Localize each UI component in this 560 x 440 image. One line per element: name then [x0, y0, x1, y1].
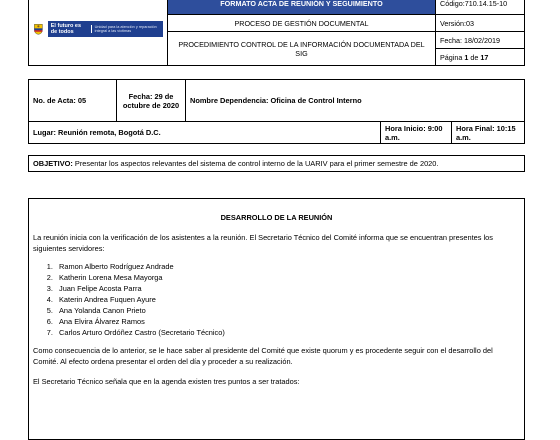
agenda-paragraph: El Secretario Técnico señala que en la agenda existen tres puntos a ser tratados: — [33, 377, 300, 386]
department-name: Nombre Dependencia: Oficina de Control Interno — [186, 80, 525, 122]
end-time: Hora Final: 10:15 a.m. — [452, 122, 525, 144]
meeting-date: Fecha: 29 de octubre de 2020 — [117, 80, 186, 122]
list-item: 2. Katherin Lorena Mesa Mayorga — [55, 272, 520, 283]
list-item: 1. Ramon Alberto Rodríguez Andrade — [55, 261, 520, 272]
list-item: 4. Katerin Andrea Fuquen Ayure — [55, 294, 520, 305]
development-title: DESARROLLO DE LA REUNIÓN — [220, 213, 333, 222]
logo-sub-text: Unidad para la atención y reparación integral a las víctimas — [91, 25, 160, 34]
quorum-paragraph: Como consecuencia de lo anterior, se le hace saber al presidente del Comité que existe quorum y es procedente seguir con el desarrollo del Comité. Al efecto ordena presentar el orden del día y proceder a su realización. — [33, 346, 493, 366]
page-number: Página 1 de 17 — [436, 49, 525, 66]
document-version: Versión:03 — [436, 15, 525, 32]
attendee-list — [33, 261, 520, 338]
objective-box — [28, 155, 525, 172]
document-code: Código:710.14.15-10 — [436, 0, 525, 15]
objective-text: Presentar los aspectos relevantes del sistema de control interno de la UARIV para el primer semestre de 2020. — [72, 159, 439, 168]
list-item: 5. Ana Yolanda Canon Prieto — [55, 305, 520, 316]
form-title: FORMATO ACTA DE REUNIÓN Y SEGUIMIENTO — [168, 0, 436, 15]
development-intro: La reunión inicia con la verificación de los asistentes a la reunión. El Secretario Técnico del Comité informa que se encuentran presentes los siguientes servidores: — [33, 233, 493, 253]
logo-banner — [48, 21, 163, 37]
start-time: Hora Inicio: 9:00 a.m. — [381, 122, 452, 144]
organization-logo — [33, 20, 163, 38]
process-name: PROCESO DE GESTIÓN DOCUMENTAL — [168, 15, 436, 32]
colombia-coat-of-arms-icon — [33, 20, 44, 38]
meeting-info-table — [28, 79, 525, 144]
logo-cell — [29, 0, 168, 66]
acta-number: No. de Acta: 05 — [29, 80, 117, 122]
list-item: 6. Ana Elvira Álvarez Ramos — [55, 316, 520, 327]
meeting-development-box — [28, 198, 525, 440]
logo-main-text: El futuro es de todos — [50, 23, 82, 35]
objective-label: OBJETIVO: — [33, 159, 73, 168]
document-header — [28, 0, 525, 66]
meeting-location: Lugar: Reunión remota, Bogotá D.C. — [29, 122, 381, 144]
list-item: 3. Juan Felipe Acosta Parra — [55, 283, 520, 294]
list-item: 7. Carlos Arturo Ordóñez Castro (Secretario Técnico) — [55, 327, 520, 338]
procedure-name: PROCEDIMIENTO CONTROL DE LA INFORMACIÓN DOCUMENTADA DEL SIG — [168, 32, 436, 66]
document-date: Fecha: 18/02/2019 — [436, 32, 525, 49]
